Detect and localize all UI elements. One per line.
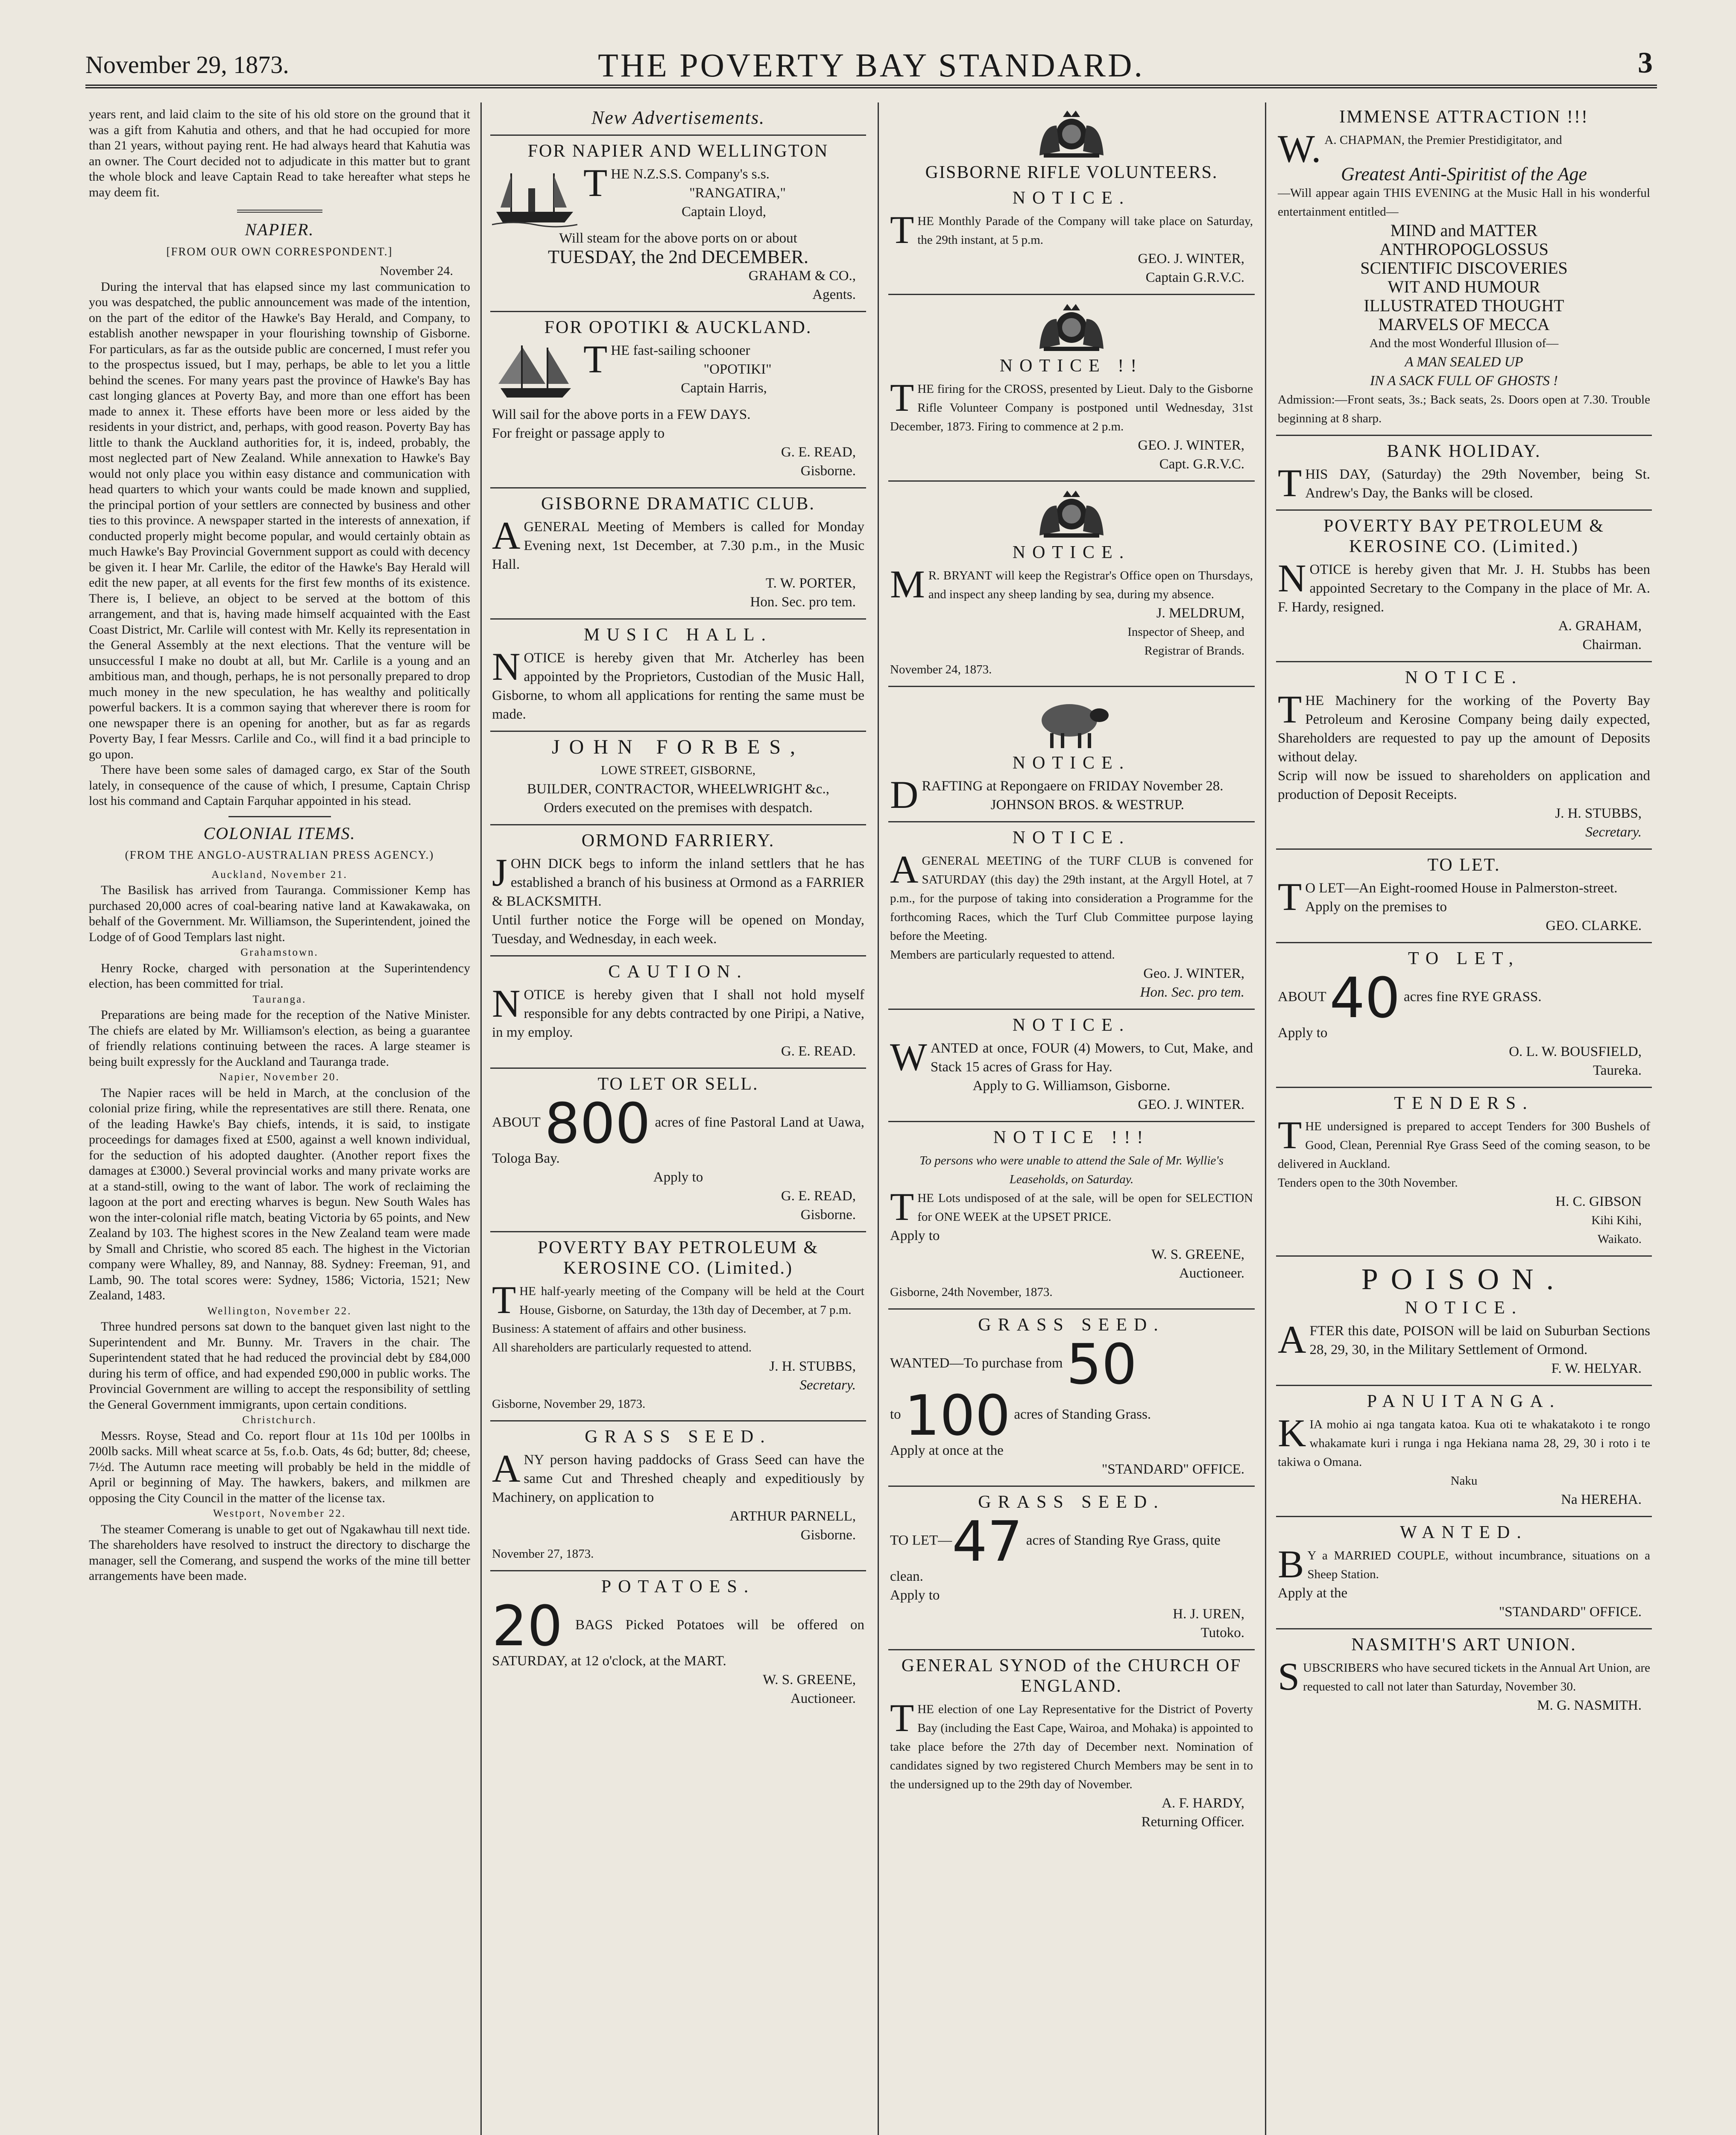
ad-text: Scrip will now be issued to shareholders on application and production of Deposit Receipts.: [1278, 768, 1650, 802]
ad-opotiki: [490, 311, 866, 487]
dateline: Tauranga.: [252, 993, 307, 1005]
ad-nasmith-art-union: [1276, 1628, 1652, 1722]
dateline: Christchurch.: [242, 1414, 317, 1426]
signature: JOHNSON BROS. & WESTRUP.: [990, 797, 1184, 813]
article-paragraph: Three hundred persons sat down to the banquet given last night to the Superintendent and Mr. Bunny. Mr. Travers in the chair. The Superintendent stated that he had reduced the provincial debt by £84,000 during his term of office, and had expended £90,000 in public works. The Provincial Government are willing to accept the responsibility of settling the General Government immigrants, upon certain conditions.: [89, 1319, 470, 1412]
column-rule: [878, 102, 879, 2135]
ad-to-let-or-sell: [490, 1068, 866, 1231]
ad-text: Apply to G. Williamson, Gisborne.: [972, 1078, 1171, 1094]
ad-grass-seed-let: [888, 1486, 1255, 1649]
signature-title: Secretary.: [799, 1378, 856, 1393]
ad-title: POVERTY BAY PETROLEUM & KEROSINE CO. (Limited.): [1323, 516, 1605, 556]
signature-title: Auctioneer.: [1179, 1266, 1244, 1281]
signature: GEO. J. WINTER,: [1138, 438, 1244, 453]
ad-text: THE election of one Lay Representative for the District of Poverty Bay (including the East Cape, Wairoa, and Mohaka) is appointed to take place before the 27th day of December next. Nomination of candidates signed by two registered Church Members may be sent in to the undersigned up to the 29th day of November.: [890, 1696, 1253, 1791]
ad-text: Orders executed on the premises with despatch.: [544, 800, 813, 816]
ad-drafting-notice: [888, 686, 1255, 821]
ad-subtitle: Greatest Anti-Spiritist of the Age: [1341, 164, 1587, 184]
dateline: Napier, November 20.: [219, 1071, 340, 1083]
programme-item: MIND and MATTER: [1390, 221, 1538, 240]
sheep-icon: [1029, 695, 1114, 750]
ad-grass-seed: [490, 1420, 866, 1570]
ad-title: GISBORNE RIFLE VOLUNTEERS.: [925, 163, 1218, 182]
signature-place: Kihi Kihi,: [1591, 1214, 1642, 1227]
signature-title: Returning Officer.: [1141, 1814, 1244, 1830]
ad-petroleum-secretary: [1276, 509, 1652, 661]
ad-title: BANK HOLIDAY.: [1387, 442, 1541, 461]
ad-napier-wellington: [490, 135, 866, 311]
dateline: Wellington, November 22.: [207, 1305, 352, 1317]
ad-title: POISON.: [1361, 1263, 1567, 1296]
article-paragraph: There have been some sales of damaged cargo, ex Star of the South lately, in consequence of the cause of which, I presume, Captain Chrisp lost his command and Captain Farquhar appointed in his stead.: [89, 763, 470, 808]
ad-panuitanga: [1276, 1385, 1652, 1516]
royal-crest-icon: [1027, 488, 1116, 540]
ad-text: NOTICE is hereby given that I shall not hold myself responsible for any debts contracted by one Piripi, a Native, in my employ.: [492, 982, 864, 1040]
signature: H. C. GIBSON: [1555, 1194, 1642, 1209]
signature: T. W. PORTER,: [765, 576, 856, 591]
ad-title: TO LET,: [1408, 949, 1520, 968]
ad-title: POTATOES.: [601, 1577, 755, 1597]
issue-date: November 29, 1873.: [85, 51, 289, 79]
ad-text: TO LET—An Eight-roomed House in Palmerston-street.: [1278, 875, 1618, 918]
signature-title: Captain G.R.V.C.: [1145, 270, 1244, 285]
ad-rifle-notice-1: [888, 183, 1255, 294]
ads-column: [490, 107, 866, 2135]
signature: J. H. STUBBS,: [769, 1359, 856, 1374]
ad-title: GISBORNE DRAMATIC CLUB.: [541, 494, 815, 514]
ad-date: Gisborne, 24th November, 1873.: [890, 1285, 1053, 1299]
dateline: Westport, November 22.: [213, 1508, 346, 1519]
signature: H. J. UREN,: [1173, 1606, 1244, 1622]
signature-place: Gisborne.: [800, 463, 856, 479]
ad-text: Will sail for the above ports in a FEW DAYS.: [492, 407, 751, 422]
programme-item: ILLUSTRATED THOUGHT: [1364, 296, 1564, 315]
ad-text: Apply at the: [1278, 1585, 1348, 1601]
ad-text: Tenders open to the 30th November.: [1278, 1176, 1458, 1190]
acreage-number: 800: [545, 1091, 651, 1156]
ad-title: NOTICE.: [1012, 543, 1131, 562]
page-number: 3: [1638, 47, 1653, 79]
sailing-date: TUESDAY, the 2nd DECEMBER.: [548, 246, 808, 267]
ad-text: TO LET—: [890, 1533, 952, 1548]
ad-text: Apply at once at the: [890, 1443, 1004, 1458]
signature: GEO. J. WINTER,: [1138, 251, 1244, 266]
ad-title: PANUITANGA.: [1367, 1392, 1561, 1411]
ad-text: acres fine RYE GRASS.: [1404, 989, 1542, 1005]
ad-immense-attraction: [1276, 107, 1652, 435]
signature: J. H. STUBBS,: [1555, 806, 1642, 821]
ad-bank-holiday: [1276, 435, 1652, 509]
signature: Na HEREHA.: [1561, 1492, 1642, 1507]
ad-to-let-grass: [1276, 942, 1652, 1087]
ad-text: THE Machinery for the working of the Poverty Bay Petroleum and Kerosine Company being daily expected, Shareholders are requested to pay up the amount of Deposits without delay.: [1278, 687, 1650, 765]
article-paragraph: The Basilisk has arrived from Tauranga. Commissioner Kemp has purchased 20,000 acres of coal-bearing native land at Kawakawaka, on behalf of the Government. Mr. Williamson, the Superintendent, joined the Lodge of of Good Templars last night.: [89, 883, 470, 944]
ad-title: GRASS SEED.: [978, 1492, 1165, 1512]
signature: G. E. READ.: [781, 1044, 856, 1059]
ad-title: NOTICE.: [1012, 828, 1131, 848]
news-column: [89, 107, 470, 2135]
acreage-number: 50: [1066, 1332, 1137, 1397]
ship-name: "OPOTIKI": [703, 362, 772, 377]
dateline: Grahamstown.: [240, 947, 319, 958]
dateline: November 24.: [380, 264, 453, 278]
signature-title: Chairman.: [1582, 637, 1642, 652]
ad-text: KIA mohio ai nga tangata katoa. Kua oti te whakatakoto i te rongo whakamate kuri i runga i nga Hekiana nama 28, 29, 30 i roto i te takiwa o Omana.: [1278, 1411, 1650, 1469]
ad-title: JOHN FORBES,: [551, 736, 805, 758]
section-heading-colonial: COLONIAL ITEMS.: [203, 823, 356, 843]
signature-title: Hon. Sec. pro tem.: [1140, 985, 1244, 1000]
article-paragraph: Messrs. Royse, Stead and Co. report flour at 11s 10d per 100lbs in 200lb sacks. Mill wheat scarce at 5s, f.o.b. Oats, 4s 6d; butter, 8d; cheese, 7½d. The Autumn race meeting will probably be held in the middle of April or beginning of May. The hawkers, bakers, and milkmen are opposing the City Council in the matter of the license tax.: [89, 1428, 470, 1505]
ad-dramatic-club: [490, 487, 866, 618]
programme-item: SCIENTIFIC DISCOVERIES: [1360, 258, 1568, 278]
steamship-icon: [492, 165, 577, 229]
signature-title: Capt. G.R.V.C.: [1159, 456, 1244, 472]
ship-name: "RANGATIRA,": [689, 185, 786, 201]
article-paragraph: Preparations are being made for the reception of the Native Minister. The chiefs are elated by Mr. Williamson's election, as being a guarantee of friendly relations continuing between the races. A large steamer is being built expressly for the Auckland and Tauranga trade.: [89, 1008, 470, 1069]
ad-title: NOTICE !!: [999, 356, 1144, 376]
ad-text: THE Monthly Parade of the Company will take place on Saturday, the 29th instant, at 5 p.m.: [890, 208, 1253, 252]
ad-text: All shareholders are particularly requested to attend.: [492, 1341, 752, 1354]
signature: O. L. W. BOUSFIELD,: [1509, 1044, 1642, 1059]
ad-text: acres of Standing Rye Grass, quite clean.: [890, 1533, 1221, 1584]
ad-text: WANTED—To purchase from: [890, 1355, 1063, 1371]
ad-text: AGENERAL MEETING of the TURF CLUB is convened for SATURDAY (this day) the 29th instant, at the Argyll Hotel, at 7 p.m., for the purpose of taking into consideration a Programme for the forthcoming Races, which the Turf Club Committee purpose laying before the Meeting.: [890, 848, 1253, 943]
byline: [FROM OUR OWN CORRESPONDENT.]: [166, 245, 393, 258]
ad-potatoes: [490, 1570, 866, 1715]
ad-ormond-farriery: [490, 824, 866, 955]
ad-text: Apply to: [1278, 1025, 1328, 1041]
section-heading-napier: NAPIER.: [245, 220, 314, 239]
office: "STANDARD" OFFICE.: [1499, 1604, 1642, 1620]
ad-subtitle: To persons who were unable to attend the Sale of Mr. Wyllie's Leaseholds, on Saturday.: [919, 1154, 1224, 1186]
signature: W. S. GREENE,: [1151, 1247, 1244, 1262]
office: "STANDARD" OFFICE.: [1101, 1462, 1244, 1477]
ad-text: WANTED at once, FOUR (4) Mowers, to Cut, Make, and Stack 15 acres of Grass for Hay.: [890, 1035, 1253, 1079]
address: LOWE STREET, GISBORNE,: [601, 763, 755, 777]
ad-wanted-mowers: [888, 1009, 1255, 1121]
programme-item: A MAN SEALED UP: [1405, 354, 1523, 370]
schooner-icon: [492, 341, 577, 405]
signature-place: Waikato.: [1597, 1232, 1642, 1246]
ad-title: CAUTION.: [608, 962, 748, 982]
article-paragraph: The Napier races will be held in March, at the conclusion of the colonial prize firing, while the representatives are still there. Renata, one of the leading Hawke's Bay chiefs, intends, it is said, to instigate proceedings for damages fixed at £500, against a well known individual, for the seduction of his adopted daughter. (Another report fixes the damages at £3000.) Several provincial works and many private works are at a stand-still, owing to the want of labor. The work of reclaiming the lagoon at the port and erecting wharves is begun. New South Wales has won the inter-colonial rifle match, beating Victoria by 65 points, and New Zealand by 103. The highest scores in the New Zealand team were made by Small and Christie, who scored 85 each. The highest in the Victorian company were Whalley, 89, and Nannay, 88. Sydney: Freeman, 91, and Lamb, 90. The total scores were: Sydney, 1586; Victoria, 1521; New Zealand, 1483.: [89, 1085, 470, 1302]
ad-title: NOTICE.: [1012, 188, 1131, 208]
ad-text: DRAFTING at Repongaere on FRIDAY November 28.: [890, 773, 1224, 816]
ad-text: SUBSCRIBERS who have secured tickets in the Annual Art Union, are requested to call not later than Saturday, November 30.: [1278, 1655, 1650, 1698]
ad-text: ABOUT: [1278, 989, 1326, 1005]
signature-place: Gisborne.: [800, 1207, 856, 1223]
ads-column: [1276, 107, 1652, 2135]
ad-petroleum-deposits: [1276, 661, 1652, 848]
signature: G. E. READ,: [781, 1188, 856, 1204]
trade: BUILDER, CONTRACTOR, WHEELWRIGHT &c.,: [527, 781, 829, 797]
byline: (FROM THE ANGLO-AUSTRALIAN PRESS AGENCY.): [125, 848, 434, 861]
ad-petroleum-meeting: [490, 1231, 866, 1420]
ad-text: to: [890, 1407, 901, 1422]
ad-text: For freight or passage apply to: [492, 426, 665, 441]
ad-title: NOTICE.: [1012, 1015, 1131, 1035]
ad-turf-club: [888, 821, 1255, 1009]
ad-text: Apply on the premises to: [1305, 899, 1447, 915]
ad-subtitle: NOTICE.: [1405, 1298, 1523, 1318]
ad-grass-seed-wanted: [888, 1308, 1255, 1486]
dateline: Auckland, November 21.: [211, 869, 348, 880]
ad-text: THE N.Z.S.S. Company's s.s.: [583, 161, 770, 205]
ad-title: NOTICE.: [1012, 753, 1131, 773]
signature: A. GRAHAM,: [1558, 618, 1642, 634]
ad-leaseholds: [888, 1121, 1255, 1308]
signature-title: Secretary.: [1585, 825, 1642, 840]
ad-text: BAGS Picked Potatoes will be offered on SATURDAY, at 12 o'clock, at the MART.: [492, 1617, 865, 1669]
ad-text: NOTICE is hereby given that Mr. Atcherley has been appointed by the Proprietors, Custodian of the Music Hall, Gisborne, to whom all applications for renting the same must be made.: [492, 645, 864, 722]
ad-title: FOR NAPIER AND WELLINGTON: [527, 141, 829, 161]
ad-text: NOTICE is hereby given that Mr. J. H. Stubbs has been appointed Secretary to the Company in the place of Mr. A. F. Hardy, resigned.: [1278, 556, 1650, 615]
ad-title: NOTICE !!!: [993, 1128, 1150, 1147]
ad-text: BY a MARRIED COUPLE, without incumbrance, situations on a Sheep Station.: [1278, 1542, 1650, 1586]
ad-general-synod: [888, 1649, 1255, 1838]
programme-item: WIT AND HUMOUR: [1388, 277, 1540, 296]
ad-music-hall: [490, 618, 866, 731]
newspaper-title: THE POVERTY BAY STANDARD.: [598, 47, 1145, 84]
ad-title: ORMOND FARRIERY.: [581, 831, 775, 851]
ad-date: November 24, 1873.: [890, 663, 992, 676]
ad-text: Apply to: [890, 1588, 940, 1603]
ad-title: IMMENSE ATTRACTION !!!: [1339, 107, 1589, 127]
programme-item: IN A SACK FULL OF GHOSTS !: [1370, 373, 1558, 389]
ad-title: POVERTY BAY PETROLEUM & KEROSINE CO. (Limited.): [537, 1238, 819, 1278]
signature-place: Gisborne.: [800, 1527, 856, 1543]
ad-date: Gisborne, November 29, 1873.: [492, 1397, 646, 1411]
bags-number: 20: [492, 1594, 563, 1658]
ad-text: AFTER this date, POISON will be laid on Suburban Sections 28, 29, 30, in the Military Settlement of Ormond.: [1278, 1318, 1650, 1361]
ad-sheep-notice: [888, 480, 1255, 686]
signature: Naku: [1450, 1474, 1478, 1488]
signature-place: Tutoko.: [1200, 1625, 1244, 1641]
article-paragraph: The steamer Comerang is unable to get out of Ngakawhau till next tide. The shareholders have resolved to instruct the directory to discharge the manager, sell the Comerang, and suspend the works of the mine till better arrangements have been made.: [89, 1522, 470, 1583]
ad-caution: [490, 955, 866, 1068]
programme-item: And the most Wonderful Illusion of—: [1369, 336, 1559, 350]
ad-title: NASMITH'S ART UNION.: [1351, 1635, 1577, 1655]
ad-title: GENERAL SYNOD of the CHURCH OF ENGLAND.: [901, 1656, 1242, 1696]
ad-text: THE undersigned is prepared to accept Tenders for 300 Bushels of Good, Clean, Perennial Rye Grass Seed of the coming season, to be delivered in Auckland.: [1278, 1113, 1650, 1171]
ad-text: Will steam for the above ports on or about: [559, 231, 797, 246]
ad-text: THIS DAY, (Saturday) the 29th November, being St. Andrew's Day, the Banks will be closed.: [1278, 461, 1650, 505]
ad-poison: [1276, 1255, 1652, 1385]
ad-text: ABOUT: [492, 1114, 541, 1130]
ad-text: THE Lots undisposed of at the sale, will be open for SELECTION for ONE WEEK at the UPSET PRICE.: [890, 1185, 1253, 1228]
ad-text: W.A. CHAPMAN, the Premier Prestidigitator, and: [1278, 127, 1562, 170]
signature: Geo. J. WINTER,: [1143, 966, 1244, 981]
ad-title: WANTED.: [1400, 1523, 1528, 1542]
ad-title: FOR OPOTIKI & AUCKLAND.: [544, 318, 812, 337]
ad-text: AGENERAL Meeting of Members is called for Monday Evening next, 1st December, at 7.30 p.m., in the Music Hall.: [492, 514, 864, 572]
ad-title: TO LET OR SELL.: [597, 1074, 759, 1094]
ad-title: TO LET.: [1427, 855, 1501, 875]
ad-title: NOTICE.: [1405, 668, 1523, 687]
article-paragraph: Henry Rocke, charged with personation at the Superintendency election, has been committed for trial.: [89, 961, 470, 991]
signature-title: Inspector of Sheep, and: [1127, 625, 1244, 639]
ad-text: THE fast-sailing schooner: [583, 337, 750, 381]
divider: [237, 210, 322, 213]
signature: W. S. GREENE,: [763, 1672, 856, 1688]
ad-wanted-couple: [1276, 1516, 1652, 1628]
signature-title: Auctioneer.: [790, 1691, 856, 1706]
ad-john-forbes: [490, 731, 866, 824]
signature: M. G. NASMITH.: [1537, 1698, 1642, 1713]
masthead: [85, 46, 1657, 88]
ad-text: MR. BRYANT will keep the Registrar's Office open on Thursdays, and inspect any sheep landing by sea, during my absence.: [890, 562, 1253, 606]
signature: GEO. CLARKE.: [1546, 918, 1642, 933]
ad-text: —Will appear again THIS EVENING at the Music Hall in his wonderful entertainment entitled—: [1278, 186, 1650, 219]
ad-text: Until further notice the Forge will be opened on Monday, Tuesday, and Wednesday, in each week.: [492, 912, 864, 947]
column-rule: [1265, 102, 1266, 2135]
signature: ARTHUR PARNELL,: [729, 1509, 856, 1524]
ad-text: acres of Standing Grass.: [1014, 1407, 1151, 1422]
divider: [228, 816, 331, 817]
ad-text: Members are particularly requested to attend.: [890, 948, 1115, 962]
signature: J. MELDRUM,: [1156, 605, 1244, 621]
signature-title: Registrar of Brands.: [1144, 644, 1244, 658]
ad-title: GRASS SEED.: [978, 1315, 1165, 1335]
signature-title: Agents.: [812, 287, 856, 302]
ad-text: THE firing for the CROSS, presented by Lieut. Daly to the Gisborne Rifle Volunteer Company is postponed until Wednesday, 31st December, 1873. Firing to commence at 2 p.m.: [890, 376, 1253, 433]
signature: GEO. J. WINTER.: [1138, 1097, 1244, 1112]
signature-place: Taureka.: [1593, 1063, 1642, 1078]
acreage-number: 47: [952, 1509, 1023, 1574]
ad-to-let-house: [1276, 848, 1652, 942]
royal-crest-icon: [1027, 302, 1116, 353]
ad-date: November 27, 1873.: [492, 1547, 594, 1561]
signature: F. W. HELYAR.: [1551, 1361, 1642, 1376]
signature-title: Hon. Sec. pro tem.: [750, 594, 856, 610]
royal-crest-icon: [1027, 108, 1116, 160]
ad-text: ANY person having paddocks of Grass Seed can have the same Cut and Threshed cheaply and expeditiously by Machinery, on application to: [492, 1447, 864, 1505]
ad-title: TENDERS.: [1394, 1094, 1534, 1113]
column-rule: [480, 102, 482, 2135]
acreage-number: 40: [1329, 965, 1400, 1030]
signature: G. E. READ,: [781, 445, 856, 460]
programme-item: MARVELS OF MECCA: [1378, 315, 1550, 334]
ad-title: GRASS SEED.: [585, 1427, 772, 1447]
ad-text: JOHN DICK begs to inform the inland settlers that he has established a branch of his business at Ormond as a FARRIER & BLACKSMITH.: [492, 851, 864, 909]
ad-text: Apply to: [890, 1228, 940, 1243]
ad-text: Business: A statement of affairs and other business.: [492, 1322, 747, 1336]
ad-text: Apply to: [653, 1170, 703, 1185]
programme-item: ANTHROPOGLOSSUS: [1379, 240, 1549, 259]
ad-title: MUSIC HALL.: [583, 625, 773, 645]
admission: Admission:—Front seats, 3s.; Back seats, 2s. Doors open at 7.30. Trouble beginning at 8 sharp.: [1278, 393, 1650, 425]
article-paragraph: years rent, and laid claim to the site of his old store on the ground that it was a gift from Kahutia and others, and that he had occupied for more than 21 years, without paying rent. He had always heard that Kahutia was an owner. The Court decided not to adjudicate in this matter but to grant the whole block and leave Captain Read to take hereafter what steps he may deem fit.: [89, 107, 470, 199]
ad-tenders: [1276, 1087, 1652, 1255]
ad-text: THE half-yearly meeting of the Company will be held at the Court House, Gisborne, on Saturday, the 13th day of December, at 7 p.m.: [492, 1278, 864, 1322]
ad-rifle-notice-2: [888, 294, 1255, 480]
signature: GRAHAM & CO.,: [748, 268, 856, 284]
ad-text: acres of fine Pastoral Land at Uawa, Tologa Bay.: [492, 1114, 865, 1166]
captain: Captain Lloyd,: [682, 204, 766, 219]
captain: Captain Harris,: [681, 380, 767, 396]
article-paragraph: During the interval that has elapsed since my last communication to you was despatched, the public announcement was made of the intention, on the part of the editor of the Hawke's Bay Herald, and Company, to establish another newspaper in your flourishing township of Gisborne. For particulars, as far as the outside public are concerned, I must refer you to the prospectus issued, but I may, perhaps, be able to let you a little behind the scenes. For many years past the province of Hawke's Bay has cast longing glances at Poverty Bay, and more than one effort has been made to annex it. These efforts have been more or less aided by the residents in your district, and, perhaps, with good reason. Poverty Bay has little to thank the Auckland authorities for, it is, indeed, probably, the most neglected part of New Zealand. While annexation to Hawke's Bay would not only place you within easy distance and communication with head quarters to which your wants could be made known and supplied, the principal portion of your settlers are connected by business and other ties to this province. A newspaper started in the interests of annexation, if conducted properly might become popular, and would certainly obtain as much Hawke's Bay Provincial Government support as could with decency be given it. I hear Mr. Carlile, the editor of the Hawke's Bay Herald will edit the new paper, at all events for the first few months of its existence. There is, I believe, an object to be served at the bottom of this arrangement, and that is, having made himself acquainted with the East Coast District, Mr. Carlile will contest with Mr. Kelly its representation in the General Assembly at the next elections. That the venture will be unsuccessful I make no doubt at all, but Mr. Carlile is a young and an ambitious man, and though, perhaps, he is not personally prepared to drop much money in the new speculation, he has wealthy and politically powerful backers. It is a common saying that wherever there is room for one newspaper there is an opening for another, but as far as regards Poverty Bay, I fear Messrs. Carlile and Co., will find it a bad principle to go upon.: [89, 279, 470, 761]
ads-column: [888, 107, 1255, 2135]
acreage-number: 100: [904, 1383, 1011, 1448]
new-ads-heading: New Advertisements.: [591, 107, 765, 128]
signature: A. F. HARDY,: [1162, 1796, 1244, 1811]
